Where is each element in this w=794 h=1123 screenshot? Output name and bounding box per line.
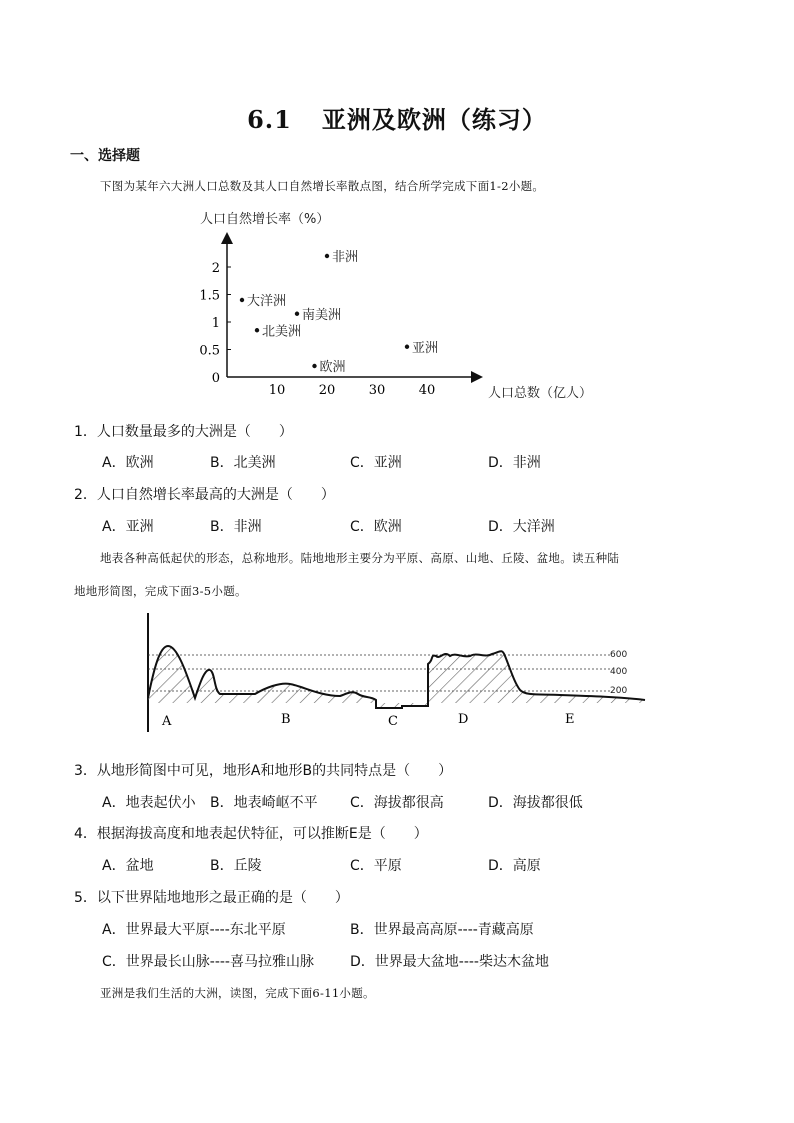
terrain-label-b: B (281, 712, 291, 727)
y-tick-label: 0.5 (199, 343, 220, 359)
terrain-label-d: D (458, 712, 469, 727)
intro-scatter: 下图为某年六大洲人口总数及其人口自然增长率散点图，结合所学完成下面1-2小题。 (100, 179, 545, 193)
q5-option-b[interactable]: B．世界最高高原----青藏高原 (350, 922, 534, 938)
q5-option-a[interactable]: A．世界最大平原----东北平原 (102, 922, 286, 938)
q1-option-c[interactable]: C．亚洲 (350, 455, 402, 471)
intro-terrain-line2: 地地形简图，完成下面3-5小题。 (74, 584, 247, 598)
question-4: 4．根据海拔高度和地表起伏特征，可以推断E是（ ） (74, 826, 428, 842)
data-point-label: 欧洲 (319, 360, 346, 375)
data-point-label: 北美洲 (262, 324, 302, 340)
terrain-label-e: E (565, 712, 575, 727)
data-points (240, 249, 438, 375)
x-tick-label: 30 (368, 383, 386, 398)
q2-option-d[interactable]: D．大洋洲 (488, 519, 555, 535)
q5-option-d[interactable]: D．世界最大盆地----柴达木盆地 (350, 954, 549, 970)
q4-option-b[interactable]: B．丘陵 (210, 858, 262, 874)
q1-option-d[interactable]: D．非洲 (488, 455, 541, 471)
question-1: 1．人口数量最多的大洲是（ ） (74, 424, 293, 440)
q3-option-b[interactable]: B．地表崎岖不平 (210, 795, 318, 811)
scatter-chart (190, 205, 620, 405)
x-ticks (269, 383, 436, 398)
q2-option-b[interactable]: B．非洲 (210, 519, 262, 535)
q5-option-c[interactable]: C．世界最长山脉----喜马拉雅山脉 (102, 954, 314, 970)
intro-terrain-line1: 地表各种高低起伏的形态，总称地形。陆地地形主要分为平原、高原、山地、丘陵、盆地。读五种陆 (100, 551, 620, 565)
data-point-label: 亚洲 (412, 340, 439, 356)
section-heading: 一、选择题 (70, 148, 140, 164)
terrain-diagram (140, 608, 660, 733)
data-point (405, 345, 409, 349)
data-point (312, 364, 316, 368)
question-5: 5．以下世界陆地地形之最正确的是（ ） (74, 890, 349, 906)
x-axis-label: 人口总数（亿人） (488, 386, 593, 401)
q1-option-b[interactable]: B．北美洲 (210, 455, 276, 471)
question-3: 3．从地形简图中可见，地形A和地形B的共同特点是（ ） (74, 763, 453, 779)
terrain-label-c: C (388, 714, 398, 729)
data-point-label: 南美洲 (302, 307, 342, 323)
elevation-label-600: 600 (610, 650, 628, 660)
q4-option-a[interactable]: A．盆地 (102, 858, 154, 874)
q1-option-a[interactable]: A．欧洲 (102, 455, 154, 471)
terrain-label-a: A (162, 714, 172, 729)
x-tick-label: 20 (318, 383, 336, 398)
y-tick-label: 0 (211, 371, 220, 386)
data-point-label: 大洋洲 (247, 294, 287, 309)
x-tick-label: 10 (268, 383, 286, 398)
title-number: 6.1 (247, 105, 292, 134)
q3-option-d[interactable]: D．海拔都很低 (488, 795, 583, 811)
data-point (295, 312, 299, 316)
q3-option-a[interactable]: A．地表起伏小 (102, 795, 196, 811)
q3-option-c[interactable]: C．海拔都很高 (350, 795, 444, 811)
y-tick-label: 1.5 (199, 288, 220, 304)
data-point (240, 298, 244, 302)
q2-option-c[interactable]: C．欧洲 (350, 519, 402, 535)
x-tick-label: 40 (418, 383, 436, 398)
q2-option-a[interactable]: A．亚洲 (102, 519, 154, 535)
y-axis-label: 人口自然增长率（%） (200, 212, 330, 227)
data-point (255, 328, 259, 332)
page-title (0, 100, 794, 135)
y-ticks (199, 261, 231, 386)
q4-option-d[interactable]: D．高原 (488, 858, 541, 874)
data-point-label: 非洲 (332, 250, 359, 265)
elevation-label-200: 200 (610, 686, 628, 696)
q4-option-c[interactable]: C．平原 (350, 858, 402, 874)
intro-asia: 亚洲是我们生活的大洲，读图，完成下面6-11小题。 (100, 986, 375, 1000)
question-2: 2．人口自然增长率最高的大洲是（ ） (74, 487, 335, 503)
y-tick-label: 2 (211, 261, 220, 276)
elevation-label-400: 400 (610, 667, 628, 677)
y-tick-label: 1 (211, 316, 220, 331)
title-text: 亚洲及欧洲（练习） (321, 105, 547, 134)
data-point (325, 254, 329, 258)
